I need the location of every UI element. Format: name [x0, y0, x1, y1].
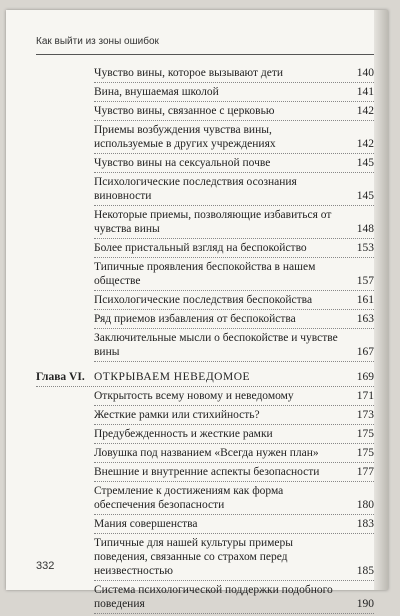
toc-entry-page: 148 — [356, 223, 374, 235]
toc-entry-title: Ловушка под названием «Всегда нужен план» — [94, 447, 319, 459]
book-page — [6, 10, 388, 610]
toc-entry-title: Более пристальный взгляд на беспокойство — [94, 242, 307, 254]
toc-entry-page: 142 — [356, 105, 374, 117]
toc-entry-title: Чувство вины, связанное с церковью — [94, 105, 275, 117]
toc-entry — [94, 408, 374, 425]
running-title: Как выйти из зоны ошибок — [36, 36, 159, 47]
toc-entry — [94, 331, 374, 362]
toc-entry-page: 180 — [356, 499, 374, 511]
toc-entry-title: Приемы возбуждения чувства вины, используемые в других учреждениях — [94, 124, 276, 150]
toc-entry-title: Вина, внушаемая школой — [94, 86, 219, 98]
page-number: 332 — [36, 560, 55, 572]
toc-entry-page: 157 — [356, 275, 374, 287]
toc-entry — [94, 208, 374, 239]
toc-entry-page: 145 — [356, 157, 374, 169]
toc-entry-title: Внешние и внутренние аспекты безопасности — [94, 466, 320, 478]
toc-entry-title: Чувство вины, которое вызывают дети — [94, 67, 284, 79]
toc-entry — [94, 312, 374, 329]
toc-entry — [94, 156, 374, 173]
toc-entry-page: 141 — [356, 86, 374, 98]
toc-entry-title: Предубежденность и жесткие рамки — [94, 428, 273, 440]
toc-entry-title: Заключительные мысли о беспокойстве и чувстве вины — [94, 332, 338, 358]
toc-entry-page: 183 — [356, 518, 374, 530]
toc-entry-page: 175 — [356, 428, 374, 440]
toc-entry — [94, 389, 374, 406]
toc-entry — [94, 465, 374, 482]
toc-entry-title: Типичные проявления беспокойства в нашем обществе — [94, 261, 316, 287]
toc-entry-page: 185 — [356, 565, 374, 577]
toc-entry — [94, 517, 374, 534]
toc-entry-page: 190 — [356, 598, 374, 610]
toc-entry — [94, 175, 374, 206]
toc-entry-page: 167 — [356, 346, 374, 358]
toc-entry-title: Психологические последствия осознания виновности — [94, 176, 297, 202]
toc-entry-title: Мания совершенства — [94, 518, 198, 530]
toc-entry — [94, 260, 374, 291]
toc-entry — [94, 85, 374, 102]
toc-entry — [94, 583, 374, 614]
toc-entry — [94, 293, 374, 310]
toc-entry-title: Система психологической поддержки подобного поведения — [94, 584, 333, 610]
toc-entry — [94, 427, 374, 444]
table-of-contents — [36, 66, 374, 616]
toc-entry-title: Открытость всему новому и неведомому — [94, 390, 294, 402]
toc-entry-page: 163 — [356, 313, 374, 325]
toc-entry-title: Типичные для нашей культуры примеры поведения, связанные со страхом перед неизвестностью — [94, 537, 293, 577]
chapter-label: Глава VI. — [36, 371, 85, 383]
toc-entry-page: 145 — [356, 190, 374, 202]
toc-entry-title: Некоторые приемы, позволяющие избавиться от чувства вины — [94, 209, 332, 235]
chapter-page: 169 — [356, 371, 374, 383]
toc-entry-title: Жесткие рамки или стихийность? — [94, 409, 260, 421]
chapter-title: ОТКРЫВАЕМ НЕВЕДОМОЕ — [94, 371, 251, 383]
toc-entry-page: 177 — [356, 466, 374, 478]
toc-entry-title: Чувство вины на сексуальной почве — [94, 157, 271, 169]
toc-entry-page: 140 — [356, 67, 374, 79]
toc-entry-page: 153 — [356, 242, 374, 254]
toc-entry — [94, 446, 374, 463]
toc-entry-page: 171 — [356, 390, 374, 402]
toc-entry — [94, 66, 374, 83]
toc-entry-page: 173 — [356, 409, 374, 421]
toc-entry-page: 161 — [356, 294, 374, 306]
page-spine-shadow — [374, 10, 388, 590]
toc-entry-title: Ряд приемов избавления от беспокойства — [94, 313, 296, 325]
toc-entry — [94, 104, 374, 121]
toc-entry — [94, 123, 374, 154]
toc-entry — [94, 536, 374, 581]
header-rule — [36, 54, 374, 55]
toc-entry — [94, 484, 374, 515]
toc-entry-page: 175 — [356, 447, 374, 459]
toc-entry-title: Психологические последствия беспокойства — [94, 294, 313, 306]
toc-entry — [94, 241, 374, 258]
toc-entry-page: 142 — [356, 138, 374, 150]
toc-entry-title: Стремление к достижениям как форма обеспечения безопасности — [94, 485, 284, 511]
toc-chapter-heading — [36, 370, 374, 387]
